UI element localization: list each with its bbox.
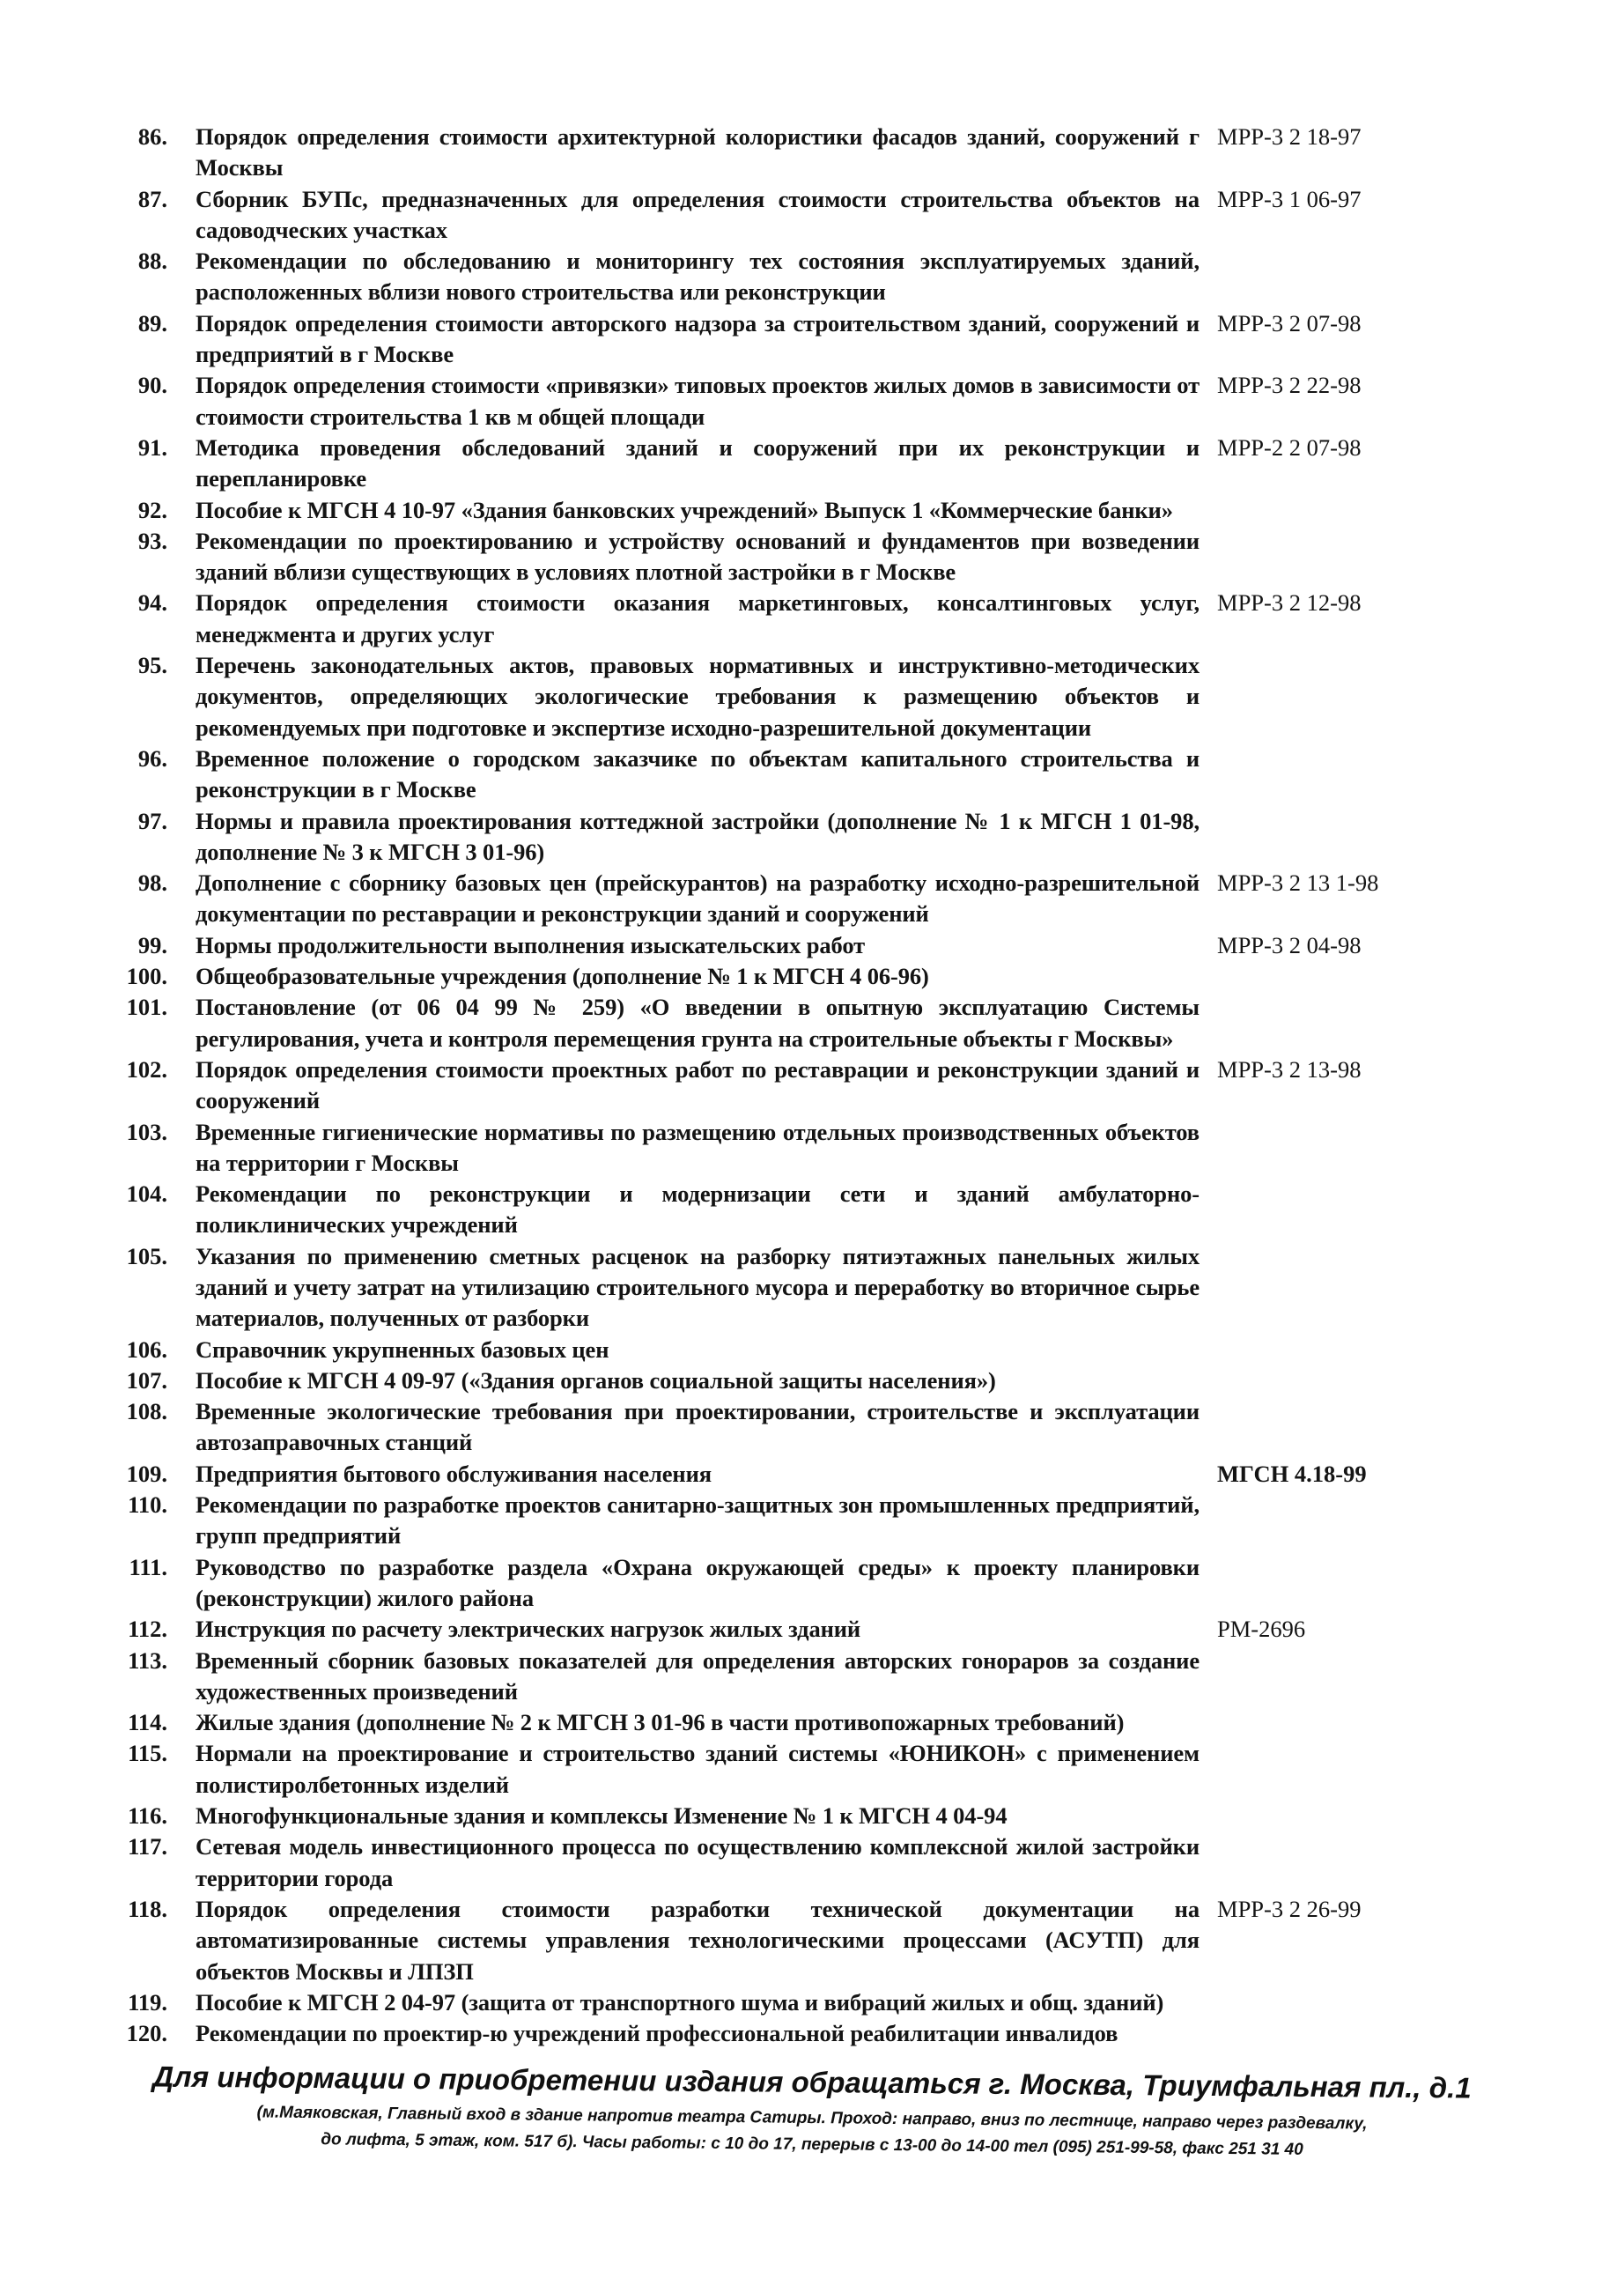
item-title: Указания по применению сметных расценок на разборку пятиэтажных панельных жилых зданий и учету затрат на утилизацию строительного мусора и переработку во вторичное сырье материалов, полученных от разборки [196,1242,1200,1332]
item-code: РМ-2696 [1217,1616,1306,1643]
publisher-footer [0,2060,1624,2159]
document-list [99,122,1402,2049]
item-title: Порядок определения стоимости проектных работ по реставрации и реконструкции зданий и сооружений [196,1055,1200,1114]
list-item [99,930,1402,961]
item-code: МРР-3 2 22-98 [1217,372,1362,399]
item-number: 94. [137,589,167,617]
list-item [99,1335,1402,1365]
list-item [99,1801,1402,1831]
list-item [99,588,1402,650]
item-title: Рекомендации по разработке проектов санитарно-защитных зон промышленных предприятий, групп предприятий [196,1491,1200,1550]
item-title: Нормали на проектирование и строительство зданий системы «ЮНИКОН» с применением полистиролбетонных изделий [196,1740,1200,1798]
item-title: Нормы и правила проектирования коттеджной застройки (дополнение № 1 к МГСН 1 01-98, дополнение № 3 к МГСН 3 01-96) [196,807,1200,865]
list-item [99,992,1402,1054]
item-title: Многофункциональные здания и комплексы Изменение № 1 к МГСН 4 04-94 [196,1802,1008,1830]
list-item [99,868,1402,930]
list-item [99,743,1402,806]
item-code: МРР-3 2 12-98 [1217,589,1362,617]
item-number: 92. [137,496,167,523]
item-title: Временное положение о городском заказчике по объектам капитального строительства и реконструкции в г Москве [196,744,1200,803]
item-title: Руководство по разработке раздела «Охрана окружающей среды» к проекту планировки (реконструкции) жилого района [196,1553,1200,1611]
item-number: 120. [126,2020,167,2047]
list-item [99,308,1402,371]
item-code: МГСН 4.18-99 [1217,1460,1367,1487]
item-number: 101. [126,994,167,1021]
item-code: МРР-3 2 13-98 [1217,1055,1362,1083]
list-item [99,1646,1402,1708]
item-number: 96. [137,744,167,772]
list-item [99,1707,1402,1738]
item-title: Рекомендации по проектир-ю учреждений профессиональной реабилитации инвалидов [196,2020,1118,2047]
item-number: 105. [126,1242,167,1269]
item-number: 106. [126,1335,167,1363]
item-number: 119. [128,1988,167,2016]
item-number: 88. [137,248,167,275]
list-item [99,526,1402,588]
item-number: 108. [126,1398,167,1425]
item-number: 115. [128,1740,167,1767]
list-item [99,806,1402,869]
item-number: 95. [137,652,167,679]
item-number: 99. [137,931,167,958]
item-number: 113. [128,1646,167,1674]
item-title: Порядок определения стоимости разработки технической документации на автоматизированные системы управления технологическими процессами (АСУТП) для объектов Москвы и ЛПЗП [196,1895,1200,1985]
list-item [99,1054,1402,1117]
list-item [99,1738,1402,1801]
item-title: Рекомендации по обследованию и мониторингу тех состояния эксплуатируемых зданий, расположенных вблизи нового строительства или реконструкции [196,248,1200,306]
list-item [99,961,1402,992]
list-item [99,1459,1402,1490]
item-code: МРР-3 2 04-98 [1217,931,1362,958]
item-title: Сетевая модель инвестиционного процесса по осуществлению комплексной жилой застройки территории города [196,1833,1200,1891]
item-title: Порядок определения стоимости авторского надзора за строительством зданий, сооружений и предприятий в г Москве [196,309,1200,368]
footer-line-3: до лифта, 5 этаж, ком. 517 б). Часы работы: с 10 до 17, перерыв с 13-00 до 14-00 тел (095) 251-99-58, факс 251 31 40 [321,2130,1303,2159]
item-code: МРР-3 1 06-97 [1217,185,1362,212]
item-code: МРР-3 2 18-97 [1217,123,1362,150]
list-item [99,1987,1402,2018]
item-title: Сборник БУПс, предназначенных для определения стоимости строительства объектов на садоводческих участках [196,185,1200,243]
footer-line-1: Для информации о приобретении издания обращаться г. Москва, Триумфальная пл., д.1 [152,2060,1472,2105]
item-title: Порядок определения стоимости «привязки» типовых проектов жилых домов в зависимости от стоимости строительства 1 кв м общей площади [196,372,1200,430]
list-item [99,1831,1402,1894]
item-number: 117. [128,1833,167,1860]
list-item [99,650,1402,743]
item-title: Дополнение с сборнику базовых цен (прейскурантов) на разработку исходно-разрешительной документации по реставрации и реконструкции зданий и сооружений [196,869,1200,928]
list-item [99,1552,1402,1615]
item-number: 89. [137,309,167,337]
item-code: МРР-3 2 07-98 [1217,309,1362,337]
list-item [99,1241,1402,1335]
list-item [99,184,1402,247]
item-number: 111. [129,1553,167,1580]
item-title: Временные гигиенические нормативы по размещению отдельных производственных объектов на территории г Москвы [196,1118,1200,1176]
list-item [99,1179,1402,1241]
list-item [99,1894,1402,1987]
item-number: 86. [137,123,167,150]
item-number: 90. [137,372,167,399]
list-item [99,122,1402,184]
item-title: Пособие к МГСН 4 09-97 («Здания органов социальной защиты населения») [196,1366,996,1394]
item-title: Справочник укрупненных базовых цен [196,1335,609,1363]
list-item [99,1117,1402,1180]
item-number: 98. [137,869,167,897]
item-title: Рекомендации по проектированию и устройству оснований и фундаментов при возведении зданий вблизи существующих в условиях плотной застройки в г Москве [196,527,1200,586]
item-title: Предприятия бытового обслуживания населения [196,1460,712,1487]
item-title: Порядок определения стоимости оказания маркетинговых, консалтинговых услуг, менеджмента и других услуг [196,589,1200,647]
item-title: Перечень законодательных актов, правовых нормативных и инструктивно-методических документов, определяющих экологические требования к размещению объектов и рекомендуемых при подготовке и экспертизе исходно-разрешительной документации [196,652,1200,741]
item-number: 104. [126,1180,167,1208]
item-number: 97. [137,807,167,834]
item-number: 87. [137,185,167,212]
list-item [99,370,1402,433]
list-item [99,1365,1402,1396]
list-item [99,1396,1402,1459]
item-title: Постановление (от 06 04 99 № 259) «О введении в опытную эксплуатацию Системы регулирования, учета и контроля перемещения грунта на строительные объекты г Москвы» [196,994,1200,1052]
item-number: 107. [126,1366,167,1394]
item-title: Общеобразовательные учреждения (дополнение № 1 к МГСН 4 06-96) [196,963,929,990]
list-item [99,246,1402,308]
item-number: 93. [137,527,167,554]
item-code: МРР-3 2 13 1-98 [1217,869,1379,897]
item-number: 103. [126,1118,167,1145]
list-item [99,2018,1402,2049]
item-title: Пособие к МГСН 2 04-97 (защита от транспортного шума и вибраций жилых и общ. зданий) [196,1988,1164,2016]
item-title: Нормы продолжительности выполнения изыскательских работ [196,931,866,958]
item-number: 91. [137,433,167,461]
list-item [99,433,1402,495]
item-number: 118. [128,1895,167,1922]
item-title: Пособие к МГСН 4 10-97 «Здания банковских учреждений» Выпуск 1 «Коммерческие банки» [196,496,1173,523]
item-code: МРР-2 2 07-98 [1217,433,1362,461]
item-title: Жилые здания (дополнение № 2 к МГСН 3 01-96 в части противопожарных требований) [196,1709,1125,1736]
list-item [99,1490,1402,1552]
list-item [99,1614,1402,1645]
item-number: 110. [128,1491,167,1519]
item-title: Рекомендации по реконструкции и модернизации сети и зданий амбулаторно-поликлинических учреждений [196,1180,1200,1239]
footer-line-2: (м.Маяковская, Главный вход в здание напротив театра Сатиры. Проход: направо, вниз по лестнице, направо через раздевалку, [256,2103,1368,2134]
item-title: Порядок определения стоимости архитектурной колористики фасадов зданий, сооружений г Москвы [196,123,1200,181]
item-title: Методика проведения обследований зданий и сооружений при их реконструкции и перепланировке [196,433,1200,492]
item-number: 114. [128,1709,167,1736]
item-code: МРР-3 2 26-99 [1217,1895,1362,1922]
item-title: Временный сборник базовых показателей для определения авторских гонораров за создание художественных произведений [196,1646,1200,1705]
item-title: Временные экологические требования при проектировании, строительстве и эксплуатации автозаправочных станций [196,1398,1200,1456]
item-number: 112. [128,1616,167,1643]
item-number: 100. [126,963,167,990]
item-title: Инструкция по расчету электрических нагрузок жилых зданий [196,1616,861,1643]
item-number: 116. [128,1802,167,1830]
item-number: 109. [126,1460,167,1487]
list-item [99,495,1402,526]
item-number: 102. [126,1055,167,1083]
